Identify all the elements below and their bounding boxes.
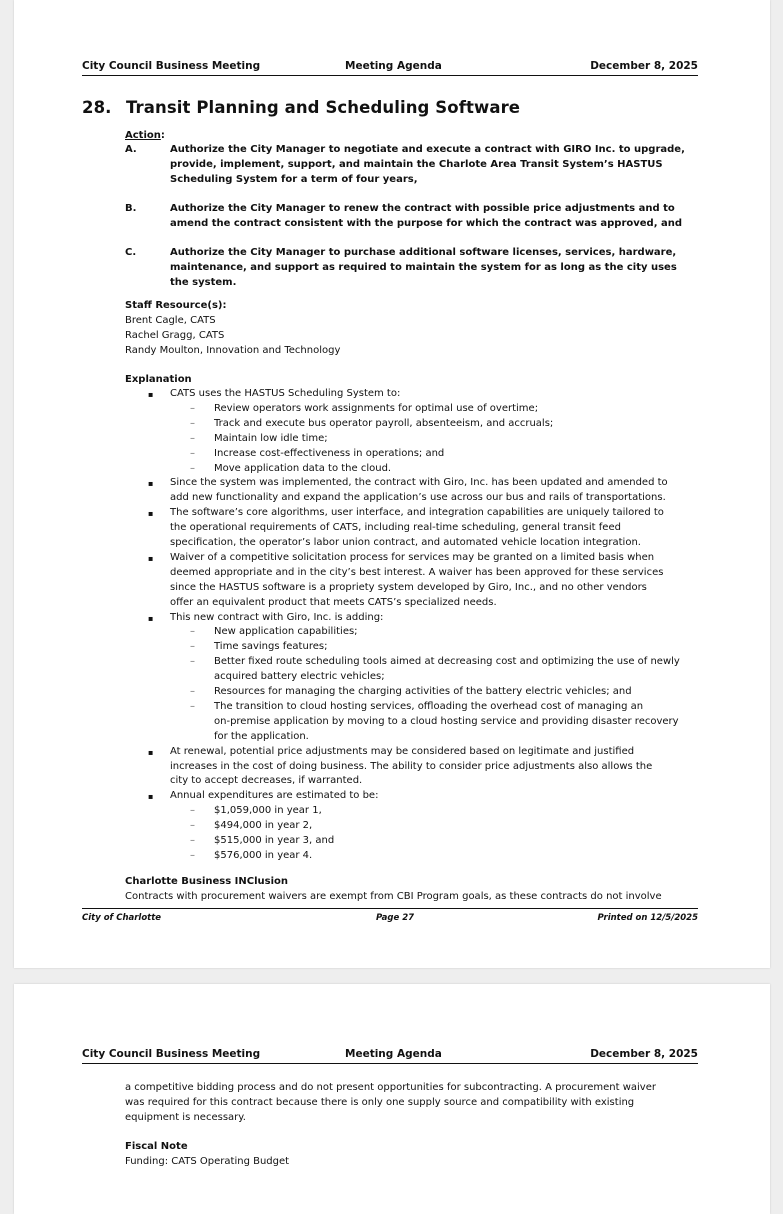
explanation-bullet-text: specification, the operator’s labor union contract, and automated vehicle location integration. — [170, 537, 641, 548]
dash-icon: – — [190, 656, 195, 668]
page-header — [82, 1048, 698, 1064]
explanation-subitem-text: $494,000 in year 2, — [214, 820, 313, 832]
bullet-icon: ▪ — [148, 509, 154, 519]
dash-icon: – — [190, 805, 195, 817]
dash-icon: – — [190, 447, 195, 459]
bullet-icon: ▪ — [148, 479, 154, 489]
cbi-text-continued: a competitive bidding process and do not present opportunities for subcontracting. A procurement waiver was required for this contract because there is only one supply source and compatibility with existing equipment is necessary. — [125, 1082, 656, 1123]
fiscal-heading: Fiscal Note — [125, 1141, 188, 1152]
bullet-icon: ▪ — [148, 553, 154, 563]
footer-city: City of Charlotte — [82, 913, 162, 923]
agenda-page-1 — [14, 0, 770, 968]
explanation-subitem-text: Resources for managing the charging activities of the battery electric vehicles; and — [214, 686, 632, 697]
explanation-bullet-text: CATS uses the HASTUS Scheduling System to: — [170, 388, 401, 399]
staff-person: Rachel Gragg, CATS — [125, 330, 225, 341]
explanation-subitem-text: Track and execute bus operator payroll, absenteeism, and accruals; — [214, 417, 554, 429]
action-letter-a: A. — [125, 144, 137, 155]
explanation-bullet-text: since the HASTUS software is a propriety system developed by Giro, Inc., and no other vendors — [170, 581, 647, 593]
explanation-bullet-text: city to accept decreases, if warranted. — [170, 775, 363, 787]
explanation-subitem-text: New application capabilities; — [214, 626, 358, 638]
dash-icon: – — [190, 641, 195, 653]
explanation-bullet-text: deemed appropriate and in the city’s best interest. A waiver has been approved for these services — [170, 566, 664, 578]
item-title — [82, 98, 520, 117]
header-date: December 8, 2025 — [590, 60, 698, 72]
explanation-bullet-text: Since the system was implemented, the contract with Giro, Inc. has been updated and amended to — [170, 477, 668, 489]
page-header — [82, 60, 698, 76]
action-letter-c: C. — [125, 247, 137, 258]
explanation-heading: Explanation — [125, 374, 192, 385]
dash-icon: – — [190, 417, 195, 429]
explanation-subitem-text: Time savings features; — [214, 641, 328, 653]
explanation-subitem-text: The transition to cloud hosting services, offloading the overhead cost of managing an — [214, 700, 644, 712]
staff-heading: Staff Resource(s): — [125, 300, 227, 311]
explanation-bullet-text: add new functionality and expand the application’s use across our bus and rails of transportations. — [170, 492, 666, 504]
dash-icon: – — [190, 700, 195, 712]
bullet-icon: ▪ — [148, 747, 154, 757]
explanation-subitem-text: $1,059,000 in year 1, — [214, 805, 322, 817]
bullet-icon: ▪ — [148, 613, 154, 623]
bullet-icon: ▪ — [148, 792, 154, 802]
cbi-text: Contracts with procurement waivers are exempt from CBI Program goals, as these contracts do not involve — [125, 891, 662, 902]
explanation-subitem-text: $576,000 in year 4. — [214, 849, 313, 861]
explanation-bullet-text: Annual expenditures are estimated to be: — [170, 790, 379, 802]
dash-icon: – — [190, 686, 195, 697]
explanation-subitem-text: on-premise application by moving to a cloud hosting service and providing disaster recovery — [214, 715, 679, 727]
item-number: 28. — [82, 98, 112, 117]
dash-icon: – — [190, 626, 195, 638]
header-doc-type: Meeting Agenda — [345, 1048, 442, 1060]
explanation-subitem-text: Review operators work assignments for optimal use of overtime; — [214, 402, 539, 414]
explanation-subitem-text: Move application data to the cloud. — [214, 462, 392, 474]
page-footer — [82, 908, 698, 923]
staff-person: Brent Cagle, CATS — [125, 315, 216, 326]
explanation-subitem-text: Increase cost-effectiveness in operations; and — [214, 447, 445, 459]
item-title-text: Transit Planning and Scheduling Software — [126, 98, 521, 117]
dash-icon: – — [190, 820, 195, 832]
dash-icon: – — [190, 432, 195, 444]
header-meeting-name: City Council Business Meeting — [82, 1048, 261, 1060]
explanation-subitem-text: Better fixed route scheduling tools aimed at decreasing cost and optimizing the use of newly — [214, 656, 680, 668]
explanation-bullet-text: This new contract with Giro, Inc. is adding: — [170, 611, 384, 623]
explanation-bullet-text: The software’s core algorithms, user interface, and integration capabilities are uniquely tailored to — [170, 507, 664, 519]
explanation-subitem-text: Maintain low idle time; — [214, 432, 328, 444]
explanation-subitem-text: $515,000 in year 3, and — [214, 835, 335, 846]
explanation-bullet-text: At renewal, potential price adjustments may be considered based on legitimate and justified — [170, 745, 635, 757]
fiscal-text: Funding: CATS Operating Budget — [125, 1156, 290, 1167]
action-letter-b: B. — [125, 203, 137, 214]
footer-page-number: Page 27 — [376, 913, 415, 923]
explanation-bullet-text: Waiver of a competitive solicitation process for services may be granted on a limited basis when — [170, 551, 655, 563]
footer-printed-date: Printed on 12/5/2025 — [597, 913, 698, 923]
explanation-bullet-text: the operational requirements of CATS, including real-time scheduling, general transit feed — [170, 522, 621, 534]
action-text-a: Authorize the City Manager to negotiate and execute a contract with GIRO Inc. to upgrade, provide, implement, support, and maintain the Charlote Area Transit System’s HASTUS Scheduling System for a term of four years, — [170, 144, 685, 185]
explanation-subitem-text: acquired battery electric vehicles; — [214, 671, 385, 683]
staff-list — [125, 313, 340, 358]
header-date: December 8, 2025 — [590, 1048, 698, 1060]
cbi-heading: Charlotte Business INClusion — [125, 876, 289, 887]
explanation-bullet-text: offer an equivalent product that meets CATS’s specialized needs. — [170, 596, 497, 608]
dash-icon: – — [190, 835, 195, 846]
dash-icon: – — [190, 402, 195, 414]
bullet-icon: ▪ — [148, 390, 154, 399]
action-heading: Action: — [125, 130, 165, 141]
explanation-bullet-text: increases in the cost of doing business. The ability to consider price adjustments also allows the — [170, 760, 653, 772]
agenda-page-2 — [14, 984, 770, 1214]
header-meeting-name: City Council Business Meeting — [82, 60, 261, 72]
staff-person: Randy Moulton, Innovation and Technology — [125, 345, 341, 356]
header-doc-type: Meeting Agenda — [345, 60, 442, 72]
action-text-b: Authorize the City Manager to renew the contract with possible price adjustments and to amend the contract consistent with the purpose for which the contract was approved, and — [170, 203, 683, 229]
dash-icon: – — [190, 462, 195, 474]
action-text-c: Authorize the City Manager to purchase additional software licenses, services, hardware, maintenance, and support as required to maintain the system for as long as the city uses the system. — [170, 247, 677, 288]
explanation-subitem-text: for the application. — [214, 730, 309, 742]
dash-icon: – — [190, 849, 195, 861]
